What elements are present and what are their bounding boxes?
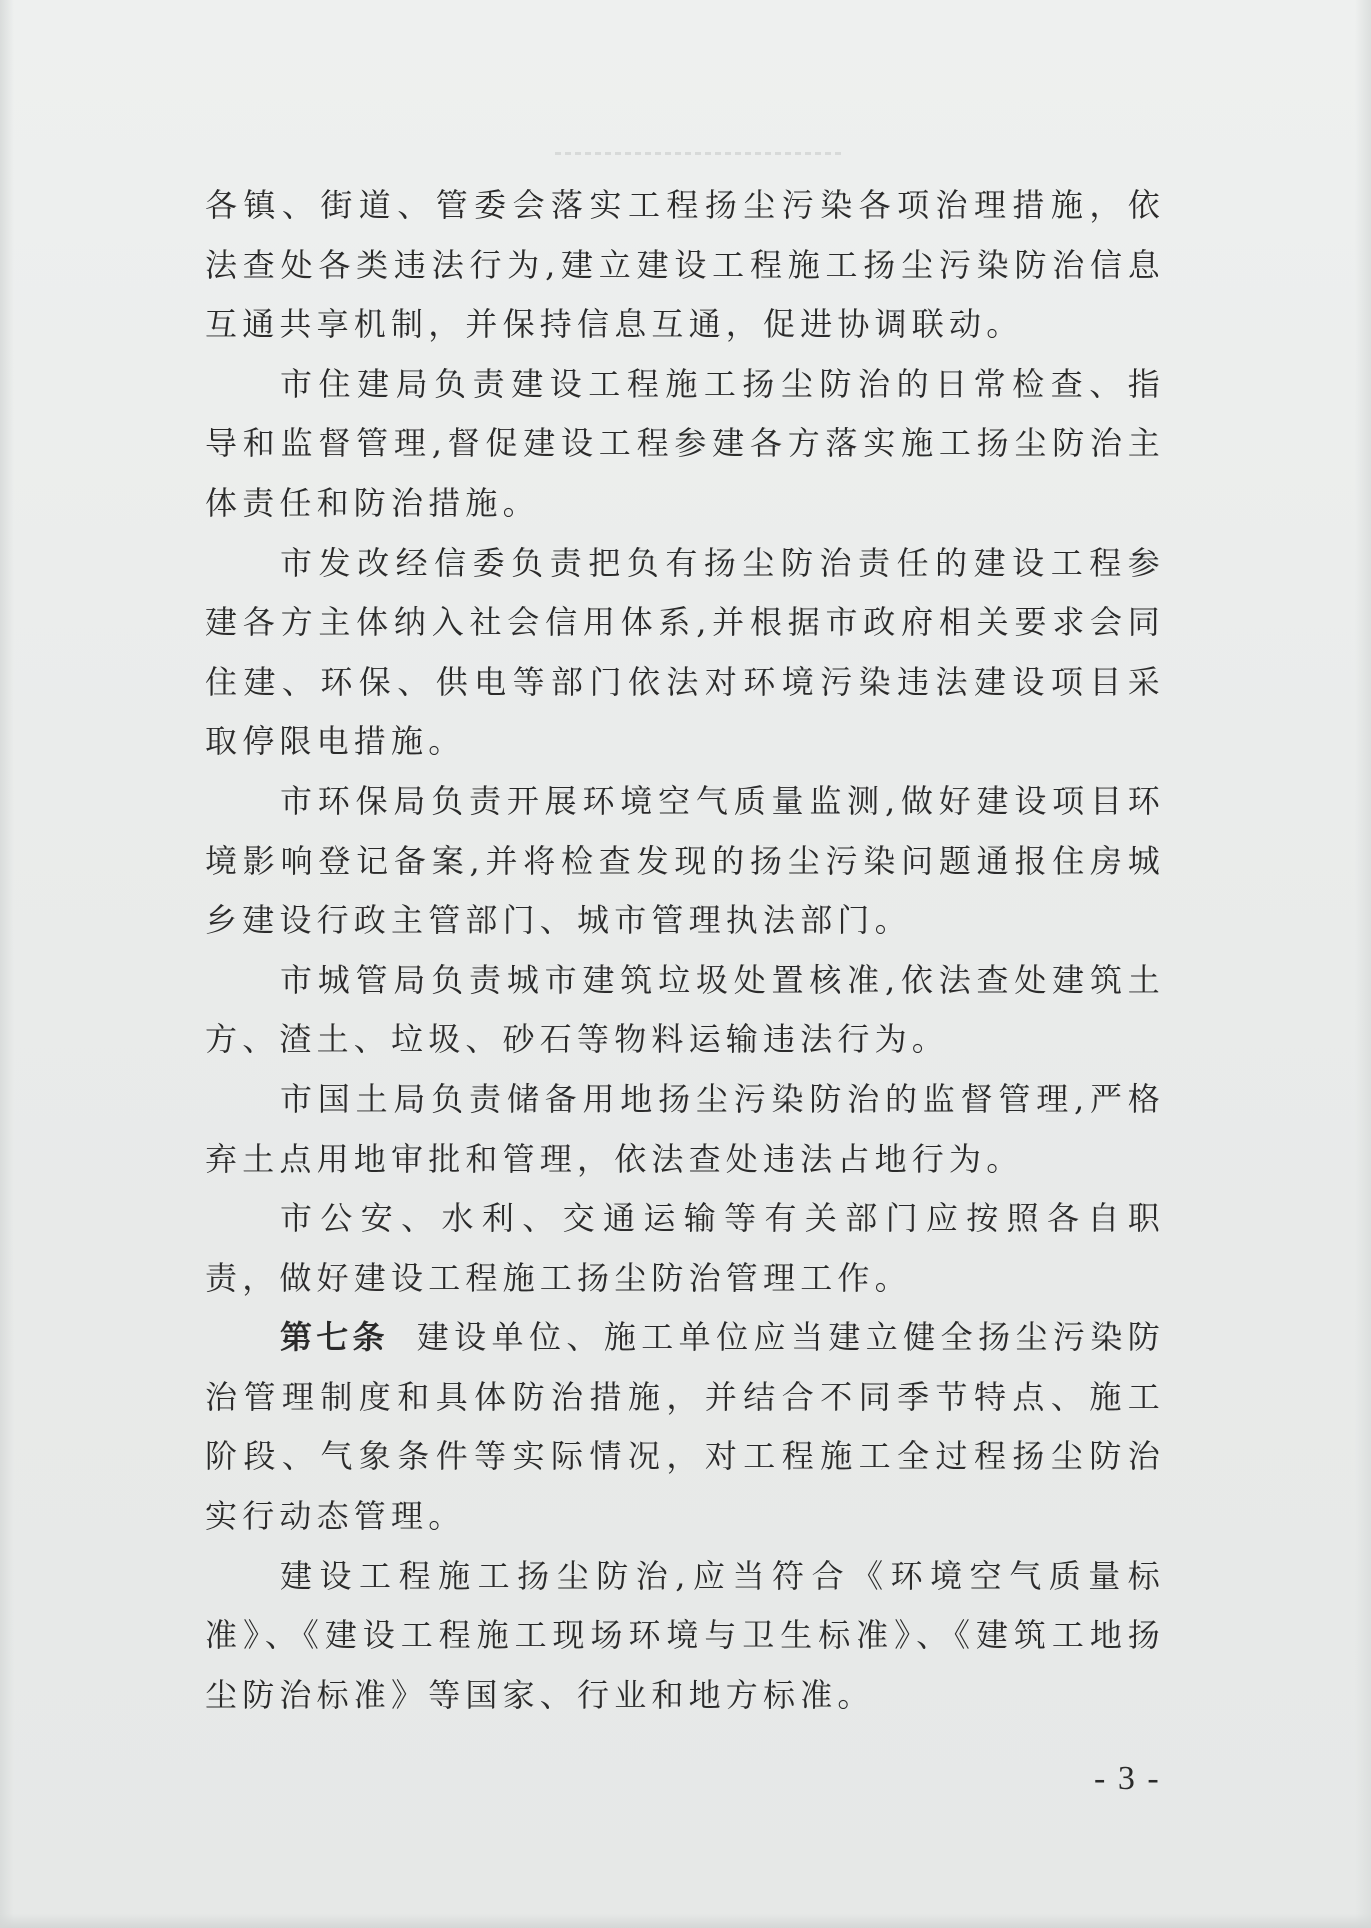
paragraph-6: 市国土局负责储备用地扬尘污染防治的监督管理,严格弃土点用地审批和管理，依法查处违法占地行为。 (205, 1079, 1165, 1178)
scan-edge-right (1355, 0, 1371, 1928)
paragraph-7: 市公安、水利、交通运输等有关部门应按照各自职责，做好建设工程施工扬尘防治管理工作。 (205, 1199, 1165, 1297)
paragraph-3: 市发改经信委负责把负有扬尘防治责任的建设工程参建各方主体纳入社会信用体系,并根据市政府相关要求会同住建、环保、供电等部门依法对环境污染违法建设项目采取停限电措施。 (205, 543, 1165, 761)
paragraph-4: 市环保局负责开展环境空气质量监测,做好建设项目环境影响登记备案,并将检查发现的扬尘污染问题通报住房城乡建设行政主管部门、城市管理执法部门。 (205, 781, 1165, 940)
document-body (205, 176, 1165, 1725)
scan-artifact-mark (555, 152, 845, 155)
page-number: - 3 - (1094, 1760, 1161, 1797)
paragraph-5: 市城管局负责城市建筑垃圾处置核准,依法查处建筑土方、渣土、垃圾、砂石等物料运输违法行为。 (205, 960, 1165, 1059)
scan-edge-bottom (0, 1914, 1371, 1928)
paragraph-1: 各镇、街道、管委会落实工程扬尘污染各项治理措施，依法查处各类违法行为,建立建设工程施工扬尘污染防治信息互通共享机制，并保持信息互通，促进协调联动。 (205, 186, 1165, 344)
paragraph-8-article-7 (205, 1308, 1165, 1546)
article-title: 第七条 (280, 1318, 389, 1357)
paragraph-2: 市住建局负责建设工程施工扬尘防治的日常检查、指导和监督管理,督促建设工程参建各方落实施工扬尘防治主体责任和防治措施。 (205, 364, 1165, 522)
paragraph-9: 建设工程施工扬尘防治,应当符合《环境空气质量标准》、《建设工程施工现场环境与卫生标准》、《建筑工地扬尘防治标准》等国家、行业和地方标准。 (205, 1556, 1165, 1714)
scan-edge-left (0, 0, 14, 1928)
article-7-text: 建设单位、施工单位应当建立健全扬尘污染防治管理制度和具体防治措施，并结合不同季节特点、施工阶段、气象条件等实际情况，对工程施工全过程扬尘防治实行动态管理。 (205, 1318, 1165, 1536)
